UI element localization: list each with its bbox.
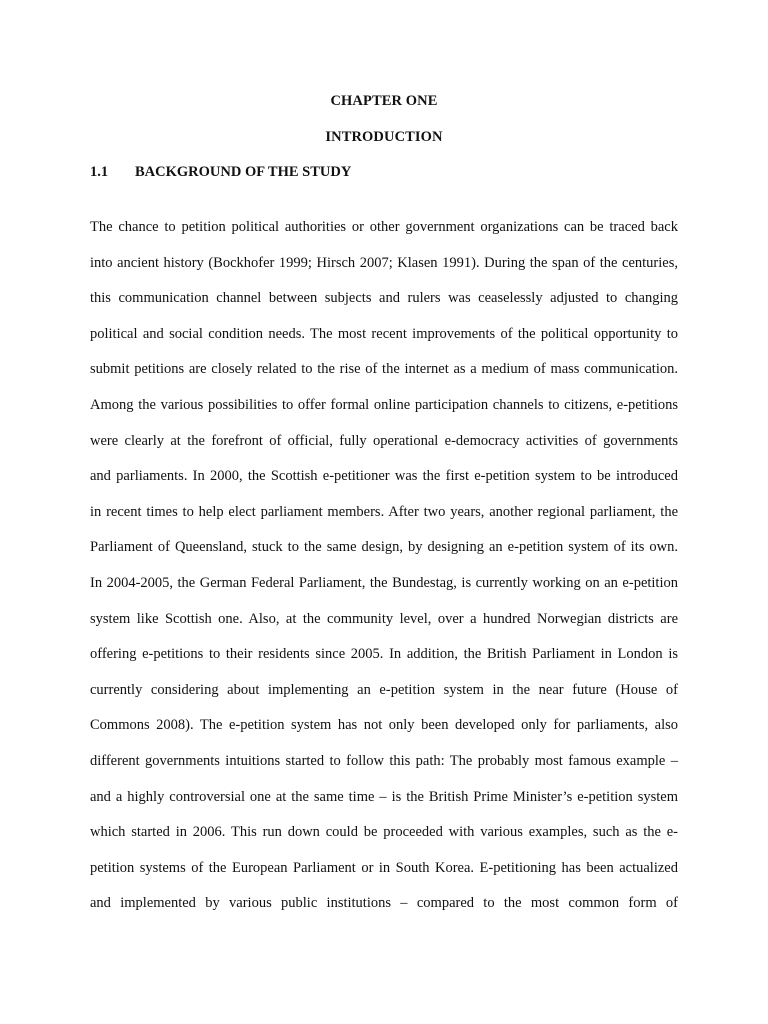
body-line: were clearly at the forefront of official, fully operational e-democracy activities of governments [90, 432, 678, 449]
body-line: in recent times to help elect parliament members. After two years, another regional parliament, the [90, 503, 678, 520]
body-line: and a highly controversial one at the same time – is the British Prime Minister’s e-petition system [90, 788, 678, 805]
body-line: In 2004-2005, the German Federal Parliament, the Bundestag, is currently working on an e-petition [90, 574, 678, 591]
body-line: The chance to petition political authorities or other government organizations can be traced back [90, 219, 678, 235]
section-heading: INTRODUCTION [325, 129, 443, 145]
body-line: and parliaments. In 2000, the Scottish e-petitioner was the first e-petition system to be introduced [90, 468, 678, 485]
subsection-title: BACKGROUND OF THE STUDY [135, 164, 352, 180]
body-line: which started in 2006. This run down could be proceeded with various examples, such as the e- [90, 824, 678, 841]
body-paragraph [90, 217, 678, 929]
body-line: submit petitions are closely related to the rise of the internet as a medium of mass communication. [90, 361, 678, 378]
subsection-number: 1.1 [90, 164, 109, 180]
body-line: Parliament of Queensland, stuck to the same design, by designing an e-petition system of its own. [90, 539, 678, 556]
chapter-title: CHAPTER ONE [330, 93, 438, 109]
body-line: this communication channel between subjects and rulers was ceaselessly adjusted to changing [90, 290, 678, 307]
body-line: Among the various possibilities to offer formal online participation channels to citizens, e-petitions [90, 396, 678, 413]
body-line: currently considering about implementing an e-petition system in the near future (House of [90, 681, 678, 698]
body-line: and implemented by various public institutions – compared to the most common form of [90, 895, 678, 912]
body-line: different governments intuitions started to follow this path: The probably most famous example – [90, 752, 678, 769]
body-line: offering e-petitions to their residents since 2005. In addition, the British Parliament in London is [90, 646, 678, 663]
body-line: system like Scottish one. Also, at the community level, over a hundred Norwegian districts are [90, 610, 678, 627]
subsection-heading [90, 164, 351, 181]
body-line: Commons 2008). The e-petition system has not only been developed only for parliaments, also [90, 717, 678, 734]
body-line: political and social condition needs. The most recent improvements of the political opportunity to [90, 325, 678, 342]
body-line: into ancient history (Bockhofer 1999; Hirsch 2007; Klasen 1991). During the span of the centuries, [90, 254, 678, 271]
body-line: petition systems of the European Parliament or in South Korea. E-petitioning has been actualized [90, 859, 678, 876]
